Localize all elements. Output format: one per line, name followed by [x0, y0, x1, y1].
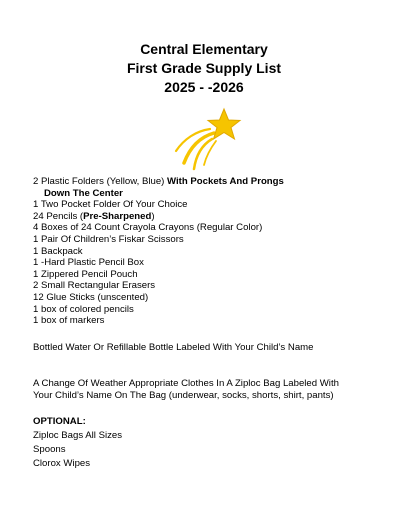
list-item: Spoons — [33, 444, 66, 455]
list-item: 1 Two Pocket Folder Of Your Choice — [33, 199, 188, 211]
list-item — [33, 211, 284, 223]
list-item: 1 Backpack — [33, 245, 83, 257]
list-item: Clorox Wipes — [33, 458, 91, 469]
list-item: 1 -Hard Plastic Pencil Box — [33, 257, 144, 269]
pencils-text: 24 Pencils ( — [33, 210, 84, 222]
list-title: First Grade Supply List — [126, 60, 282, 76]
school-name: Central Elementary — [140, 41, 268, 57]
list-item: 2 Small Rectangular Erasers — [33, 280, 156, 292]
list-item: Ziploc Bags All Sizes — [33, 430, 123, 441]
optional-list — [33, 429, 122, 471]
clothes-note-line-1: A Change Of Weather Appropriate Clothes In A Ziploc Bag Labeled With — [33, 378, 339, 389]
list-item: 1 box of colored pencils — [33, 303, 134, 315]
list-item — [33, 176, 284, 188]
shooting-star-icon — [170, 103, 250, 173]
school-year: 2025 - -2026 — [164, 79, 244, 95]
clothes-note-line-2: Your Child’s Name On The Bag (underwear, socks, shorts, shirt, pants) — [33, 390, 334, 401]
list-item: 12 Glue Sticks (unscented) — [33, 291, 149, 303]
folders-bold-text: With Pockets And Prongs — [167, 176, 284, 187]
list-item: Down The Center — [44, 187, 123, 199]
list-item: 1 Pair Of Children’s Fiskar Scissors — [33, 233, 184, 245]
folders-text: 2 Plastic Folders (Yellow, Blue) — [33, 176, 168, 187]
list-item: 1 Zippered Pencil Pouch — [33, 268, 138, 280]
list-item: 4 Boxes of 24 Count Crayola Crayons (Regular Color) — [33, 222, 263, 234]
pencils-end-text: ) — [151, 210, 155, 222]
pencils-bold-text: Pre-Sharpened — [83, 210, 152, 222]
optional-heading: OPTIONAL: — [33, 416, 86, 427]
water-note: Bottled Water Or Refillable Bottle Labeled With Your Child’s Name — [33, 342, 314, 353]
list-item: 1 box of markers — [33, 315, 105, 327]
supply-list — [33, 176, 284, 327]
